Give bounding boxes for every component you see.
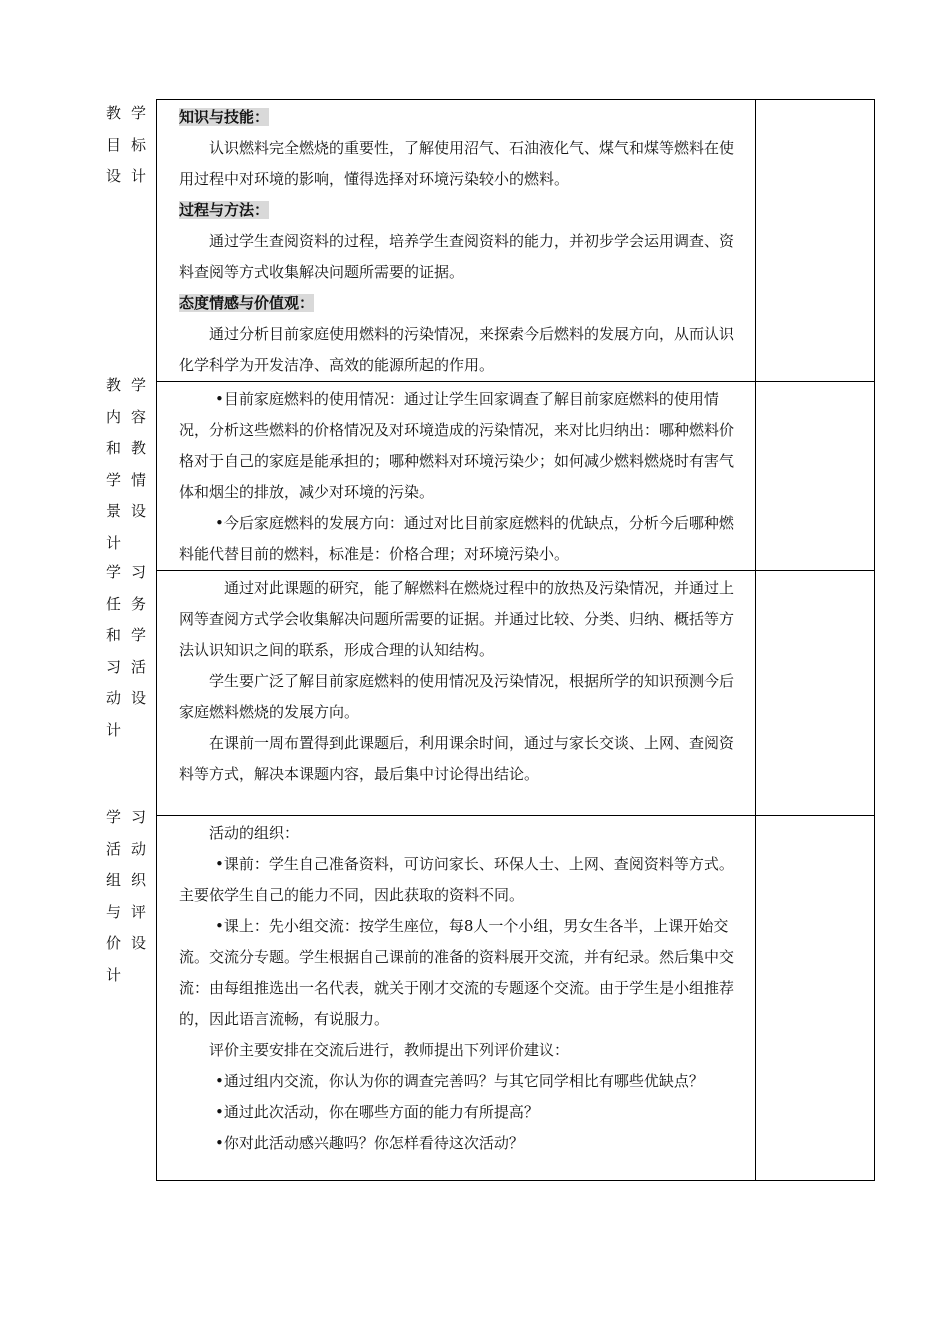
table-row <box>157 571 875 816</box>
row-label-char: 习 <box>130 563 146 581</box>
row-label-char: 习 <box>130 808 146 826</box>
row-label-char: 设 <box>130 502 146 520</box>
section-heading-text: 态度情感与价值观： <box>179 294 315 312</box>
bullet-paragraph: •课上：先小组交流：按学生座位，每8人一个小组，男女生各半，上课开始交流。交流分专题。学生根据自己课前的准备的资料展开交流，并有纪录。然后集中交流：由每组推选出一名代表，就关于刚才交流的专题逐个交流。由于学生是小组推荐的，因此语言流畅，有说服力。 <box>179 917 735 1028</box>
row-label-line <box>100 715 156 747</box>
paragraph: 通过分析目前家庭使用燃料的污染情况，来探索今后燃料的发展方向，从而认识化学科学为开发洁净、高效的能源所起的作用。 <box>179 325 735 374</box>
row-label-char: 情 <box>130 470 146 489</box>
section-heading <box>179 102 747 133</box>
row-label-char: 任 <box>106 594 122 613</box>
row-label-line <box>100 802 156 834</box>
paragraph: 活动的组织： <box>209 824 300 842</box>
row-label-char: 教 <box>130 439 146 457</box>
row-label-char: 学 <box>106 808 122 826</box>
paragraph: 通过对此课题的研究，能了解燃料在燃烧过程中的放热及污染情况，并通过上网等查阅方式学会收集解决问题所需要的证据。并通过比较、分类、归纳、概括等方法认识知识之间的联系，形成合理的认知结构。 <box>179 579 735 659</box>
table-row <box>157 100 875 382</box>
row-label-line <box>100 557 156 589</box>
paragraph: 在课前一周布置得到此课题后，利用课余时间，通过与家长交谈、上网、查阅资料等方式，解决本课题内容，最后集中讨论得出结论。 <box>179 734 735 783</box>
table-row <box>157 382 875 571</box>
row-label-char: 价 <box>106 934 122 952</box>
row-label-char: 教 <box>106 104 122 122</box>
row-label-char: 评 <box>130 902 146 921</box>
row-label-char: 标 <box>130 135 146 154</box>
bullet-paragraph: •今后家庭燃料的发展方向：通过对比目前家庭燃料的优缺点，分析今后哪种燃料能代替目前的燃料，标准是：价格合理；对环境污染小。 <box>179 514 734 563</box>
row-label-line <box>100 834 156 866</box>
evaluation-cell <box>157 816 756 1181</box>
row-label-char: 织 <box>130 871 146 889</box>
row-label-line <box>100 496 156 528</box>
row-label-char: 学 <box>106 470 122 489</box>
row-label-char: 活 <box>106 839 122 858</box>
row-label-line <box>100 620 156 652</box>
row-label-line <box>100 589 156 621</box>
row-label-char: 动 <box>130 839 146 858</box>
row-label-content <box>100 370 156 559</box>
bullet-paragraph: •你对此活动感兴趣吗？你怎样看待这次活动？ <box>215 1134 524 1152</box>
row-label-char: 目 <box>106 135 122 154</box>
table-row <box>157 816 875 1181</box>
row-label-line <box>100 897 156 929</box>
row-label-tasks <box>100 557 156 746</box>
row-label-char: 务 <box>130 594 146 613</box>
row-label-line <box>100 528 156 560</box>
row-label-char: 计 <box>130 167 146 185</box>
row-label-line <box>100 465 156 497</box>
row-label-char: 动 <box>106 689 122 707</box>
row-label-char: 景 <box>106 502 122 520</box>
row-label-line <box>100 652 156 684</box>
row-label-char: 内 <box>106 407 122 426</box>
objectives-cell <box>157 100 756 382</box>
section-heading-text: 知识与技能： <box>179 108 270 126</box>
row-label-char: 学 <box>130 376 146 394</box>
row-label-char: 学 <box>106 563 122 581</box>
row-label-char: 计 <box>106 533 122 552</box>
remark-cell <box>756 100 875 382</box>
row-label-line <box>100 161 156 193</box>
row-label-char: 学 <box>130 626 146 644</box>
row-label-line <box>100 433 156 465</box>
row-label-char: 和 <box>106 439 122 457</box>
row-label-char: 习 <box>106 657 122 676</box>
row-label-char: 组 <box>106 871 122 889</box>
row-label-char: 计 <box>106 965 122 984</box>
row-label-char: 与 <box>106 902 122 921</box>
row-label-char: 活 <box>130 657 146 676</box>
section-heading <box>179 195 747 226</box>
row-label-line <box>100 370 156 402</box>
row-label-evaluation <box>100 802 156 991</box>
row-label-line <box>100 402 156 434</box>
row-label-line <box>100 928 156 960</box>
bullet-paragraph: •目前家庭燃料的使用情况：通过让学生回家调查了解目前家庭燃料的使用情况，分析这些燃料的价格情况及对环境造成的污染情况，来对比归纳出：哪种燃料价格对于自己的家庭是能承担的；哪种燃料对环境污染少；如何减少燃料燃烧时有害气体和烟尘的排放，减少对环境的污染。 <box>179 390 735 501</box>
row-label-line <box>100 960 156 992</box>
tasks-cell <box>157 571 756 816</box>
paragraph: 认识燃料完全燃烧的重要性，了解使用沼气、石油液化气、煤气和煤等燃料在使用过程中对环境的影响，懂得选择对环境污染较小的燃料。 <box>179 139 735 188</box>
row-label-char: 学 <box>130 104 146 122</box>
row-label-char: 和 <box>106 626 122 644</box>
remark-cell <box>756 816 875 1181</box>
row-label-char: 设 <box>130 689 146 707</box>
remark-cell <box>756 571 875 816</box>
bullet-paragraph: •通过组内交流，你认为你的调查完善吗？与其它同学相比有哪些优缺点？ <box>215 1072 704 1090</box>
row-label-line <box>100 98 156 130</box>
remark-cell <box>756 382 875 571</box>
row-label-line <box>100 130 156 162</box>
row-label-char: 教 <box>106 376 122 394</box>
section-heading-text: 过程与方法： <box>179 201 270 219</box>
row-label-line <box>100 865 156 897</box>
row-label-objectives <box>100 98 156 193</box>
paragraph: 学生要广泛了解目前家庭燃料的使用情况及污染情况，根据所学的知识预测今后家庭燃料燃烧的发展方向。 <box>179 672 735 721</box>
row-label-char: 设 <box>130 934 146 952</box>
content-cell <box>157 382 756 571</box>
row-label-char: 计 <box>106 720 122 739</box>
row-label-line <box>100 683 156 715</box>
bullet-paragraph: •通过此次活动，你在哪些方面的能力有所提高？ <box>215 1103 539 1121</box>
paragraph: 通过学生查阅资料的过程，培养学生查阅资料的能力，并初步学会运用调查、资料查阅等方式收集解决问题所需要的证据。 <box>179 232 735 281</box>
row-label-char: 设 <box>106 167 122 185</box>
section-heading <box>179 288 747 319</box>
paragraph: 评价主要安排在交流后进行，教师提出下列评价建议： <box>209 1041 570 1059</box>
lesson-plan-table <box>156 99 875 1181</box>
bullet-paragraph: •课前：学生自己准备资料，可访问家长、环保人士、上网、查阅资料等方式。主要依学生自己的能力不同，因此获取的资料不同。 <box>179 855 734 904</box>
row-label-char: 容 <box>130 407 146 426</box>
